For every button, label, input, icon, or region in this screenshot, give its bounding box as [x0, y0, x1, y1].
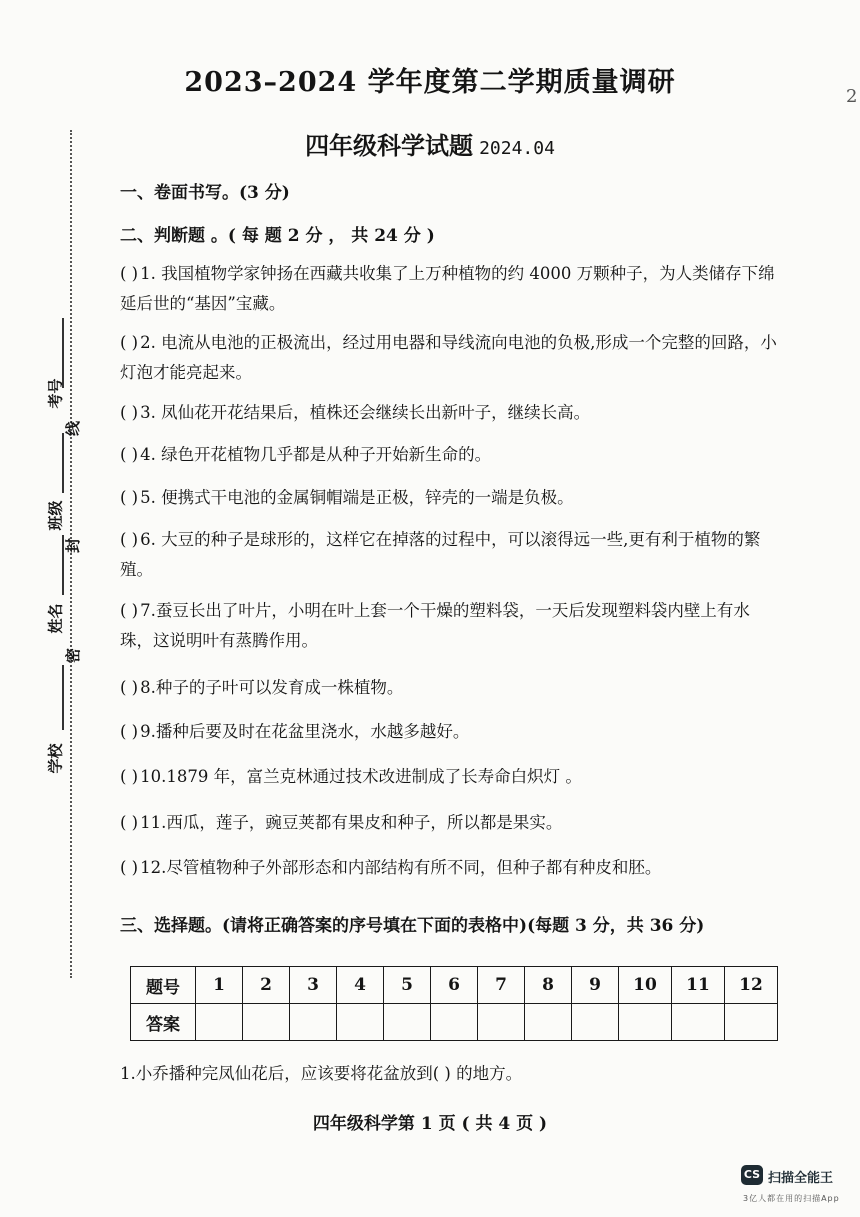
answer-cell[interactable]	[243, 1004, 290, 1041]
answer-cell[interactable]	[572, 1004, 619, 1041]
choice-question-1: 1.小乔播种完凤仙花后，应该要将花盆放到( ) 的地方。	[120, 1064, 523, 1083]
answer-cell[interactable]	[431, 1004, 478, 1041]
exam-subtitle: 四年级科学试题	[305, 131, 474, 160]
name-label: 姓名	[46, 603, 65, 634]
table-row	[131, 1004, 778, 1041]
judgment-item	[120, 853, 780, 883]
corner-mark: 2	[846, 86, 858, 107]
answer-cell[interactable]	[290, 1004, 337, 1041]
question-text: 11.西瓜，莲子，豌豆荚都有果皮和种子，所以都是果实。	[140, 813, 563, 832]
row-label: 答案	[131, 1004, 196, 1041]
answer-cell[interactable]	[725, 1004, 778, 1041]
question-number: 7	[478, 967, 525, 1004]
judgment-item	[120, 440, 780, 470]
question-number: 12	[725, 967, 778, 1004]
question-text: 2. 电流从电池的正极流出，经过用电器和导线流向电池的负极,形成一个完整的回路，小灯泡才能亮起来。	[120, 333, 777, 382]
question-text: 5. 便携式干电池的金属铜帽端是正极，锌壳的一端是负极。	[140, 488, 574, 507]
name-underline	[62, 535, 64, 595]
question-number: 11	[672, 967, 725, 1004]
answer-blank[interactable]: ( )	[120, 813, 139, 832]
answer-blank[interactable]: ( )	[120, 488, 139, 507]
judgment-item	[120, 525, 780, 585]
question-text: 7.蚕豆长出了叶片，小明在叶上套一个干燥的塑料袋，一天后发现塑料袋内壁上有水珠，这说明叶有蒸腾作用。	[120, 601, 750, 650]
scanner-app-name: 扫描全能王	[768, 1171, 834, 1186]
question-text: 3. 凤仙花开花结果后，植株还会继续长出新叶子，继续长高。	[140, 403, 591, 422]
question-text: 1. 我国植物学家钟扬在西藏共收集了上万种植物的约 4000 万颗种子，为人类储存下绵延后世的“基因”宝藏。	[120, 264, 775, 313]
judgment-item	[120, 673, 780, 703]
answer-blank[interactable]: ( )	[120, 722, 139, 741]
judgment-item	[120, 762, 780, 792]
answer-blank[interactable]: ( )	[120, 601, 139, 620]
exam-date: 2024.04	[479, 138, 555, 159]
judgment-item	[120, 328, 780, 388]
table-row	[131, 967, 778, 1004]
answer-cell[interactable]	[672, 1004, 725, 1041]
row-label: 题号	[131, 967, 196, 1004]
judgment-item	[120, 717, 780, 747]
question-text: 6. 大豆的种子是球形的，这样它在掉落的过程中，可以滚得远一些,更有利于植物的繁殖。	[120, 530, 761, 579]
answer-table	[130, 966, 778, 1041]
question-number: 10	[619, 967, 672, 1004]
question-text: 12.尽管植物种子外部形态和内部结构有所不同，但种子都有种皮和胚。	[140, 858, 662, 877]
class-label: 班级	[46, 500, 65, 531]
section-3-heading: 三、选择题。(请将正确答案的序号填在下面的表格中)(每题 3 分，共 36 分)	[120, 916, 705, 936]
question-text: 4. 绿色开花植物几乎都是从种子开始新生命的。	[140, 445, 492, 464]
answer-blank[interactable]: ( )	[120, 445, 139, 464]
question-number: 3	[290, 967, 337, 1004]
question-number: 2	[243, 967, 290, 1004]
question-number: 1	[196, 967, 243, 1004]
scanner-tagline: 3亿人都在用的扫描App	[743, 1194, 840, 1203]
question-number: 8	[525, 967, 572, 1004]
judgment-item	[120, 808, 780, 838]
school-underline	[62, 665, 64, 730]
answer-cell[interactable]	[384, 1004, 431, 1041]
section-2-heading: 二、判断题 。( 每 题 2 分 ， 共 24 分 )	[120, 226, 435, 246]
subtitle-row	[0, 126, 860, 161]
question-number: 5	[384, 967, 431, 1004]
question-number: 6	[431, 967, 478, 1004]
answer-cell[interactable]	[196, 1004, 243, 1041]
answer-cell[interactable]	[619, 1004, 672, 1041]
class-underline	[62, 433, 64, 493]
exam-title: 2023–2024 学年度第二学期质量调研	[184, 67, 676, 98]
seal-mi-label: 密	[64, 647, 83, 664]
judgment-item	[120, 259, 780, 319]
seal-feng-label: 封	[64, 537, 83, 554]
judgment-item	[120, 483, 780, 513]
question-text: 9.播种后要及时在花盆里浇水，水越多越好。	[140, 722, 470, 741]
answer-blank[interactable]: ( )	[120, 858, 139, 877]
question-number: 9	[572, 967, 619, 1004]
answer-blank[interactable]: ( )	[120, 678, 139, 697]
judgment-item	[120, 398, 780, 428]
answer-cell[interactable]	[525, 1004, 572, 1041]
answer-blank[interactable]: ( )	[120, 767, 139, 786]
scanner-logo-icon: CS	[741, 1165, 763, 1185]
school-label: 学校	[46, 743, 65, 774]
answer-cell[interactable]	[478, 1004, 525, 1041]
seal-xian-label: 线	[64, 420, 83, 437]
page-footer: 四年级科学第 1 页 ( 共 4 页 )	[312, 1114, 548, 1134]
question-text: 10.1879 年，富兰克林通过技术改进制成了长寿命白炽灯 。	[140, 767, 582, 786]
answer-blank[interactable]: ( )	[120, 333, 139, 352]
answer-blank[interactable]: ( )	[120, 403, 139, 422]
binding-dotted-line	[70, 130, 72, 978]
judgment-item	[120, 596, 780, 656]
answer-cell[interactable]	[337, 1004, 384, 1041]
answer-blank[interactable]: ( )	[120, 530, 139, 549]
answer-blank[interactable]: ( )	[120, 264, 139, 283]
exam-no-label: 考号	[46, 378, 65, 409]
question-text: 8.种子的子叶可以发育成一株植物。	[140, 678, 404, 697]
question-number: 4	[337, 967, 384, 1004]
section-1-heading: 一、卷面书写。(3 分)	[120, 183, 290, 203]
